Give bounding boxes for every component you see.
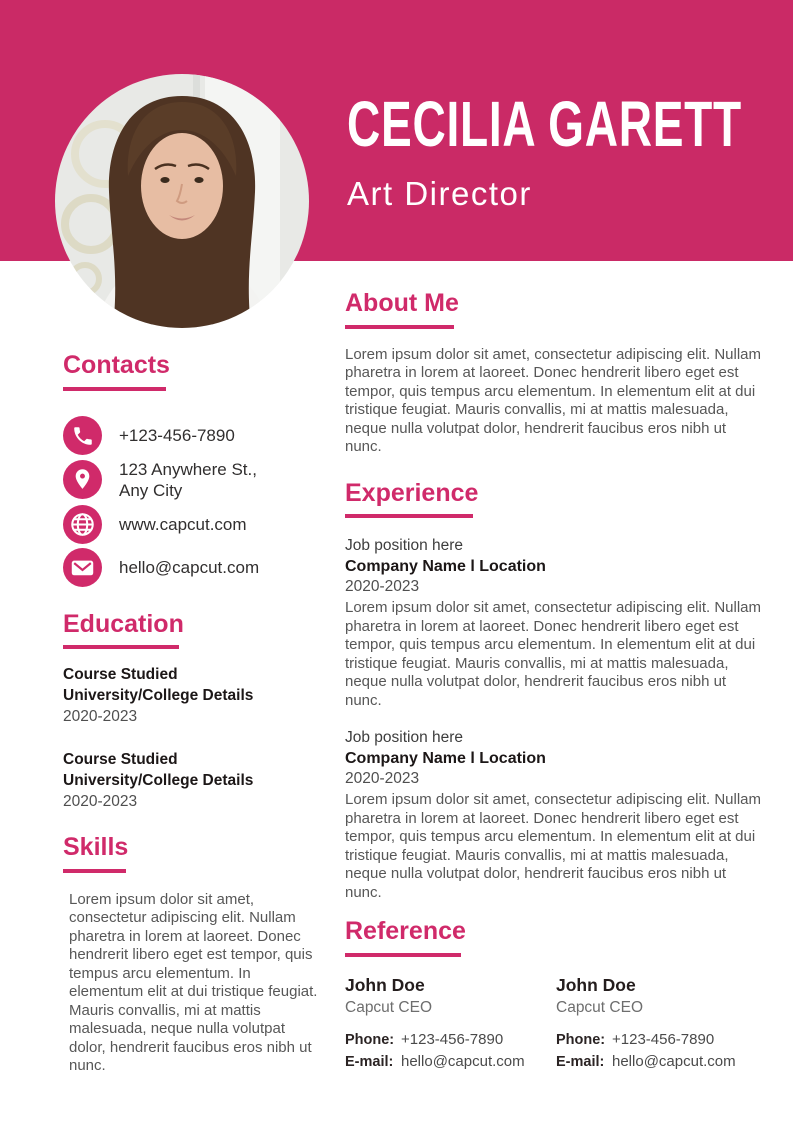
reference-entry bbox=[556, 974, 761, 1070]
reference-email-row bbox=[345, 1053, 550, 1070]
reference-email-label: E-mail: bbox=[556, 1053, 605, 1070]
reference-email-value: hello@capcut.com bbox=[612, 1052, 736, 1070]
reference-phone-value: +123-456-7890 bbox=[612, 1030, 715, 1048]
experience-job bbox=[345, 728, 761, 902]
reference-grid bbox=[345, 974, 761, 1070]
contact-list bbox=[63, 416, 318, 587]
person-name: CECILIA GARETT bbox=[347, 88, 742, 160]
about-heading: About Me bbox=[345, 290, 459, 329]
education-entry bbox=[63, 749, 318, 812]
education-course: Course Studied bbox=[63, 666, 178, 683]
education-school: University/College Details bbox=[63, 687, 254, 704]
job-years: 2020-2023 bbox=[345, 578, 420, 595]
about-text: Lorem ipsum dolor sit amet, consectetur adipiscing elit. Nullam pharetra in lorem at laoreet. Donec hendrerit libero eget est tempor, quis tempus arcu elementum. In elementum elit at dui tristique feugiat. Mauris convallis, mi at mattis malesuada, neque nulla volutpat dolor, hendrerit faucibus eros nibh ut nunc. bbox=[345, 345, 762, 455]
globe-icon bbox=[63, 505, 102, 544]
reference-heading: Reference bbox=[345, 918, 466, 957]
contact-row-address bbox=[63, 459, 318, 501]
skills-heading: Skills bbox=[63, 834, 128, 873]
skills-section bbox=[63, 834, 318, 1076]
education-course: Course Studied bbox=[63, 751, 178, 768]
experience-section bbox=[345, 480, 761, 903]
person-job-title: Art Director bbox=[347, 175, 532, 212]
reference-phone-row bbox=[345, 1031, 550, 1048]
phone-icon bbox=[63, 416, 102, 455]
reference-phone-label: Phone: bbox=[345, 1031, 395, 1048]
contact-phone-value: +123-456-7890 bbox=[119, 425, 235, 445]
contact-row-phone bbox=[63, 416, 318, 455]
education-years: 2020-2023 bbox=[63, 708, 138, 725]
reference-email-label: E-mail: bbox=[345, 1053, 394, 1070]
reference-name: John Doe bbox=[345, 974, 425, 995]
main-content bbox=[345, 290, 761, 1070]
reference-email-value: hello@capcut.com bbox=[401, 1052, 525, 1070]
email-icon bbox=[63, 548, 102, 587]
reference-entry bbox=[345, 974, 550, 1070]
contact-email-value: hello@capcut.com bbox=[119, 557, 260, 577]
about-section bbox=[345, 290, 761, 457]
profile-photo-illustration bbox=[55, 74, 309, 328]
reference-role: Capcut CEO bbox=[556, 998, 644, 1016]
reference-role: Capcut CEO bbox=[345, 998, 433, 1016]
education-entry bbox=[63, 664, 318, 727]
education-years: 2020-2023 bbox=[63, 793, 138, 810]
job-company: Company Name l Location bbox=[345, 558, 546, 575]
job-position: Job position here bbox=[345, 537, 464, 554]
experience-heading: Experience bbox=[345, 480, 478, 519]
reference-phone-label: Phone: bbox=[556, 1031, 606, 1048]
job-years: 2020-2023 bbox=[345, 770, 420, 787]
reference-email-row bbox=[556, 1053, 761, 1070]
education-heading: Education bbox=[63, 611, 184, 650]
reference-phone-row bbox=[556, 1031, 761, 1048]
location-icon bbox=[63, 460, 102, 499]
contact-website-value: www.capcut.com bbox=[119, 514, 247, 534]
contact-row-email bbox=[63, 548, 318, 587]
job-position: Job position here bbox=[345, 729, 464, 746]
experience-job bbox=[345, 536, 761, 710]
education-school: University/College Details bbox=[63, 772, 254, 789]
sidebar bbox=[63, 352, 318, 1076]
reference-name: John Doe bbox=[556, 974, 636, 995]
profile-photo bbox=[55, 74, 309, 328]
contact-row-website bbox=[63, 505, 318, 544]
skills-text: Lorem ipsum dolor sit amet, consectetur adipiscing elit. Nullam pharetra in lorem at laoreet. Donec hendrerit libero eget est tempor, quis tempus arcu elementum. In elementum elit at dui tristique feugiat. Mauris convallis, mi at mattis malesuada, neque nulla volutpat dolor, hendrerit faucibus eros nibh ut nunc. bbox=[69, 890, 318, 1074]
job-company: Company Name l Location bbox=[345, 750, 546, 767]
job-description: Lorem ipsum dolor sit amet, consectetur adipiscing elit. Nullam pharetra in lorem at laoreet. Donec hendrerit libero eget est tempor, quis tempus arcu elementum. In elementum elit at dui tristique feugiat. Mauris convallis, mi at mattis malesuada, neque nulla volutpat dolor, hendrerit faucibus eros nibh ut nunc. bbox=[345, 791, 762, 901]
education-section bbox=[63, 611, 318, 813]
contacts-heading: Contacts bbox=[63, 352, 170, 391]
reference-phone-value: +123-456-7890 bbox=[401, 1030, 504, 1048]
reference-section bbox=[345, 918, 761, 1070]
job-description: Lorem ipsum dolor sit amet, consectetur adipiscing elit. Nullam pharetra in lorem at laoreet. Donec hendrerit libero eget est tempor, quis tempus arcu elementum. In elementum elit at dui tristique feugiat. Mauris convallis, mi at mattis malesuada, neque nulla volutpat dolor, hendrerit faucibus eros nibh ut nunc. bbox=[345, 599, 762, 709]
contact-address-value: 123 Anywhere St., Any City bbox=[119, 459, 257, 500]
